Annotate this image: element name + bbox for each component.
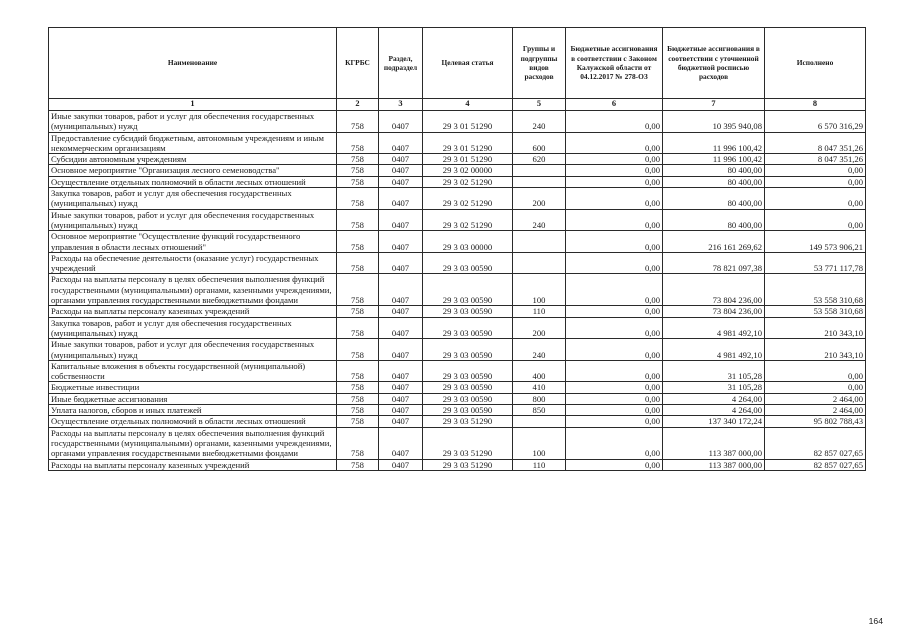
- column-number: 5: [513, 99, 566, 111]
- table-row: [49, 459, 866, 470]
- row-expense-group: 100: [513, 274, 566, 306]
- row-razdel: 0407: [379, 274, 423, 306]
- row-target-article: 29 3 03 00590: [423, 339, 513, 361]
- row-name: Закупка товаров, работ и услуг для обеспечения государственных (муниципальных) нужд: [49, 317, 337, 339]
- header-row: [49, 28, 866, 99]
- table-body: [49, 111, 866, 471]
- row-law-allocation: 0,00: [566, 416, 663, 427]
- row-refined-allocation: 73 804 236,00: [663, 274, 765, 306]
- column-number: 2: [337, 99, 379, 111]
- row-expense-group: 100: [513, 427, 566, 459]
- row-executed: 53 771 117,78: [765, 252, 866, 274]
- table-row: [49, 317, 866, 339]
- row-expense-group: 240: [513, 111, 566, 133]
- row-kgrbs: 758: [337, 382, 379, 393]
- row-target-article: 29 3 01 51290: [423, 111, 513, 133]
- table-row: [49, 231, 866, 253]
- row-law-allocation: 0,00: [566, 209, 663, 231]
- row-kgrbs: 758: [337, 405, 379, 416]
- column-number-row: [49, 99, 866, 111]
- row-target-article: 29 3 03 51290: [423, 459, 513, 470]
- row-kgrbs: 758: [337, 416, 379, 427]
- table-row: [49, 393, 866, 404]
- row-expense-group: 850: [513, 405, 566, 416]
- row-razdel: 0407: [379, 209, 423, 231]
- row-name: Осуществление отдельных полномочий в области лесных отношений: [49, 416, 337, 427]
- row-refined-allocation: 80 400,00: [663, 176, 765, 187]
- row-razdel: 0407: [379, 416, 423, 427]
- row-expense-group: 240: [513, 339, 566, 361]
- row-executed: 8 047 351,26: [765, 154, 866, 165]
- row-kgrbs: 758: [337, 132, 379, 154]
- row-executed: 0,00: [765, 165, 866, 176]
- row-name: Иные закупки товаров, работ и услуг для обеспечения государственных (муниципальных) нужд: [49, 111, 337, 133]
- table-row: [49, 427, 866, 459]
- row-law-allocation: 0,00: [566, 111, 663, 133]
- row-refined-allocation: 80 400,00: [663, 165, 765, 176]
- row-executed: 8 047 351,26: [765, 132, 866, 154]
- row-refined-allocation: 11 996 100,42: [663, 132, 765, 154]
- row-refined-allocation: 4 981 492,10: [663, 339, 765, 361]
- row-refined-allocation: 10 395 940,08: [663, 111, 765, 133]
- row-law-allocation: 0,00: [566, 188, 663, 210]
- row-target-article: 29 3 02 51290: [423, 188, 513, 210]
- header-target-article: Целевая статья: [423, 28, 513, 99]
- row-expense-group: 200: [513, 188, 566, 210]
- row-law-allocation: 0,00: [566, 252, 663, 274]
- row-law-allocation: 0,00: [566, 154, 663, 165]
- row-refined-allocation: 31 105,28: [663, 360, 765, 382]
- row-name: Субсидии автономным учреждениям: [49, 154, 337, 165]
- row-law-allocation: 0,00: [566, 231, 663, 253]
- row-refined-allocation: 80 400,00: [663, 188, 765, 210]
- table-row: [49, 132, 866, 154]
- row-target-article: 29 3 03 00590: [423, 317, 513, 339]
- column-number: 1: [49, 99, 337, 111]
- header-expense-groups: Группы и подгруппы видов расходов: [513, 28, 566, 99]
- row-law-allocation: 0,00: [566, 360, 663, 382]
- row-expense-group: 240: [513, 209, 566, 231]
- row-law-allocation: 0,00: [566, 317, 663, 339]
- column-number: 3: [379, 99, 423, 111]
- row-refined-allocation: 137 340 172,24: [663, 416, 765, 427]
- row-razdel: 0407: [379, 111, 423, 133]
- row-razdel: 0407: [379, 427, 423, 459]
- row-name: Расходы на выплаты персоналу казенных учреждений: [49, 459, 337, 470]
- budget-table: [48, 27, 866, 471]
- column-number: 6: [566, 99, 663, 111]
- row-kgrbs: 758: [337, 231, 379, 253]
- row-name: Расходы на выплаты персоналу в целях обеспечения выполнения функций государственными (муниципальными) органами, казенными учреждениями, органами управления государственными внебюджетными фондами: [49, 427, 337, 459]
- row-law-allocation: 0,00: [566, 427, 663, 459]
- row-target-article: 29 3 01 51290: [423, 132, 513, 154]
- row-executed: 82 857 027,65: [765, 427, 866, 459]
- row-expense-group: 600: [513, 132, 566, 154]
- row-executed: 53 558 310,68: [765, 306, 866, 317]
- table-row: [49, 111, 866, 133]
- row-executed: 0,00: [765, 209, 866, 231]
- row-kgrbs: 758: [337, 317, 379, 339]
- table-row: [49, 382, 866, 393]
- row-kgrbs: 758: [337, 274, 379, 306]
- row-name: Иные бюджетные ассигнования: [49, 393, 337, 404]
- row-razdel: 0407: [379, 176, 423, 187]
- column-number: 7: [663, 99, 765, 111]
- row-name: Предоставление субсидий бюджетным, автономным учреждениям и иным некоммерческим организациям: [49, 132, 337, 154]
- header-razdel: Раздел, подраздел: [379, 28, 423, 99]
- row-executed: 6 570 316,29: [765, 111, 866, 133]
- header-refined-allocations: Бюджетные ассигнования в соответствии с уточненной бюджетной росписью расходов: [663, 28, 765, 99]
- row-name: Осуществление отдельных полномочий в области лесных отношений: [49, 176, 337, 187]
- row-expense-group: 800: [513, 393, 566, 404]
- row-law-allocation: 0,00: [566, 132, 663, 154]
- row-executed: 53 558 310,68: [765, 274, 866, 306]
- table-row: [49, 176, 866, 187]
- row-name: Иные закупки товаров, работ и услуг для обеспечения государственных (муниципальных) нужд: [49, 339, 337, 361]
- page-number: 164: [868, 616, 883, 626]
- table-row: [49, 209, 866, 231]
- row-expense-group: 410: [513, 382, 566, 393]
- header-kgrbs: КГРБС: [337, 28, 379, 99]
- row-razdel: 0407: [379, 132, 423, 154]
- row-executed: 0,00: [765, 176, 866, 187]
- row-expense-group: [513, 176, 566, 187]
- row-law-allocation: 0,00: [566, 393, 663, 404]
- row-razdel: 0407: [379, 459, 423, 470]
- row-kgrbs: 758: [337, 252, 379, 274]
- row-kgrbs: 758: [337, 154, 379, 165]
- row-kgrbs: 758: [337, 360, 379, 382]
- table-row: [49, 188, 866, 210]
- row-refined-allocation: 4 981 492,10: [663, 317, 765, 339]
- row-target-article: 29 3 01 51290: [423, 154, 513, 165]
- row-law-allocation: 0,00: [566, 459, 663, 470]
- row-razdel: 0407: [379, 154, 423, 165]
- row-target-article: 29 3 03 00590: [423, 252, 513, 274]
- row-law-allocation: 0,00: [566, 405, 663, 416]
- row-kgrbs: 758: [337, 209, 379, 231]
- column-number: 4: [423, 99, 513, 111]
- row-target-article: 29 3 02 00000: [423, 165, 513, 176]
- row-refined-allocation: 78 821 097,38: [663, 252, 765, 274]
- row-kgrbs: 758: [337, 188, 379, 210]
- row-razdel: 0407: [379, 360, 423, 382]
- row-refined-allocation: 4 264,00: [663, 405, 765, 416]
- row-name: Расходы на выплаты персоналу казенных учреждений: [49, 306, 337, 317]
- row-law-allocation: 0,00: [566, 306, 663, 317]
- row-target-article: 29 3 03 00590: [423, 382, 513, 393]
- row-executed: 2 464,00: [765, 405, 866, 416]
- row-expense-group: 110: [513, 306, 566, 317]
- row-executed: 0,00: [765, 188, 866, 210]
- row-target-article: 29 3 03 00000: [423, 231, 513, 253]
- row-target-article: 29 3 03 00590: [423, 393, 513, 404]
- table-row: [49, 274, 866, 306]
- row-name: Капитальные вложения в объекты государственной (муниципальной) собственности: [49, 360, 337, 382]
- column-number: 8: [765, 99, 866, 111]
- row-law-allocation: 0,00: [566, 176, 663, 187]
- row-refined-allocation: 4 264,00: [663, 393, 765, 404]
- row-razdel: 0407: [379, 317, 423, 339]
- row-expense-group: [513, 231, 566, 253]
- row-executed: 82 857 027,65: [765, 459, 866, 470]
- row-refined-allocation: 216 161 269,62: [663, 231, 765, 253]
- row-name: Бюджетные инвестиции: [49, 382, 337, 393]
- row-expense-group: 400: [513, 360, 566, 382]
- table-row: [49, 360, 866, 382]
- row-kgrbs: 758: [337, 459, 379, 470]
- row-kgrbs: 758: [337, 165, 379, 176]
- row-kgrbs: 758: [337, 393, 379, 404]
- row-name: Основное мероприятие "Организация лесного семеноводства": [49, 165, 337, 176]
- row-razdel: 0407: [379, 393, 423, 404]
- table-row: [49, 405, 866, 416]
- row-name: Расходы на выплаты персоналу в целях обеспечения выполнения функций государственными (муниципальными) органами, казенными учреждениями, органами управления государственными внебюджетными фондами: [49, 274, 337, 306]
- row-kgrbs: 758: [337, 306, 379, 317]
- row-expense-group: 200: [513, 317, 566, 339]
- row-executed: 0,00: [765, 382, 866, 393]
- table-row: [49, 154, 866, 165]
- header-executed: Исполнено: [765, 28, 866, 99]
- row-target-article: 29 3 03 00590: [423, 360, 513, 382]
- row-law-allocation: 0,00: [566, 339, 663, 361]
- row-name: Иные закупки товаров, работ и услуг для обеспечения государственных (муниципальных) нужд: [49, 209, 337, 231]
- row-refined-allocation: 31 105,28: [663, 382, 765, 393]
- row-name: Закупка товаров, работ и услуг для обеспечения государственных (муниципальных) нужд: [49, 188, 337, 210]
- row-target-article: 29 3 03 00590: [423, 405, 513, 416]
- row-target-article: 29 3 03 00590: [423, 274, 513, 306]
- row-kgrbs: 758: [337, 427, 379, 459]
- row-law-allocation: 0,00: [566, 165, 663, 176]
- row-razdel: 0407: [379, 405, 423, 416]
- table-row: [49, 165, 866, 176]
- row-refined-allocation: 113 387 000,00: [663, 427, 765, 459]
- row-razdel: 0407: [379, 339, 423, 361]
- row-expense-group: [513, 165, 566, 176]
- table-row: [49, 252, 866, 274]
- row-razdel: 0407: [379, 165, 423, 176]
- row-target-article: 29 3 03 51290: [423, 416, 513, 427]
- row-razdel: 0407: [379, 231, 423, 253]
- row-razdel: 0407: [379, 382, 423, 393]
- row-razdel: 0407: [379, 252, 423, 274]
- row-executed: 0,00: [765, 360, 866, 382]
- row-refined-allocation: 113 387 000,00: [663, 459, 765, 470]
- row-expense-group: 110: [513, 459, 566, 470]
- row-target-article: 29 3 03 51290: [423, 427, 513, 459]
- row-target-article: 29 3 02 51290: [423, 176, 513, 187]
- row-law-allocation: 0,00: [566, 382, 663, 393]
- row-refined-allocation: 11 996 100,42: [663, 154, 765, 165]
- row-target-article: 29 3 02 51290: [423, 209, 513, 231]
- row-refined-allocation: 73 804 236,00: [663, 306, 765, 317]
- row-razdel: 0407: [379, 188, 423, 210]
- row-law-allocation: 0,00: [566, 274, 663, 306]
- row-name: Расходы на обеспечение деятельности (оказание услуг) государственных учреждений: [49, 252, 337, 274]
- table-row: [49, 306, 866, 317]
- row-executed: 95 802 788,43: [765, 416, 866, 427]
- header-name: Наименование: [49, 28, 337, 99]
- row-executed: 2 464,00: [765, 393, 866, 404]
- row-refined-allocation: 80 400,00: [663, 209, 765, 231]
- row-name: Основное мероприятие "Осуществление функций государственного управления в области лесных отношений": [49, 231, 337, 253]
- row-kgrbs: 758: [337, 339, 379, 361]
- row-expense-group: [513, 252, 566, 274]
- row-executed: 149 573 906,21: [765, 231, 866, 253]
- row-name: Уплата налогов, сборов и иных платежей: [49, 405, 337, 416]
- row-kgrbs: 758: [337, 176, 379, 187]
- row-executed: 210 343,10: [765, 339, 866, 361]
- row-razdel: 0407: [379, 306, 423, 317]
- table-row: [49, 416, 866, 427]
- row-expense-group: 620: [513, 154, 566, 165]
- table-row: [49, 339, 866, 361]
- header-law-allocations: Бюджетные ассигнования в соответствии с Законом Калужской области от 04.12.2017 № 278-ОЗ: [566, 28, 663, 99]
- row-executed: 210 343,10: [765, 317, 866, 339]
- row-kgrbs: 758: [337, 111, 379, 133]
- row-expense-group: [513, 416, 566, 427]
- row-target-article: 29 3 03 00590: [423, 306, 513, 317]
